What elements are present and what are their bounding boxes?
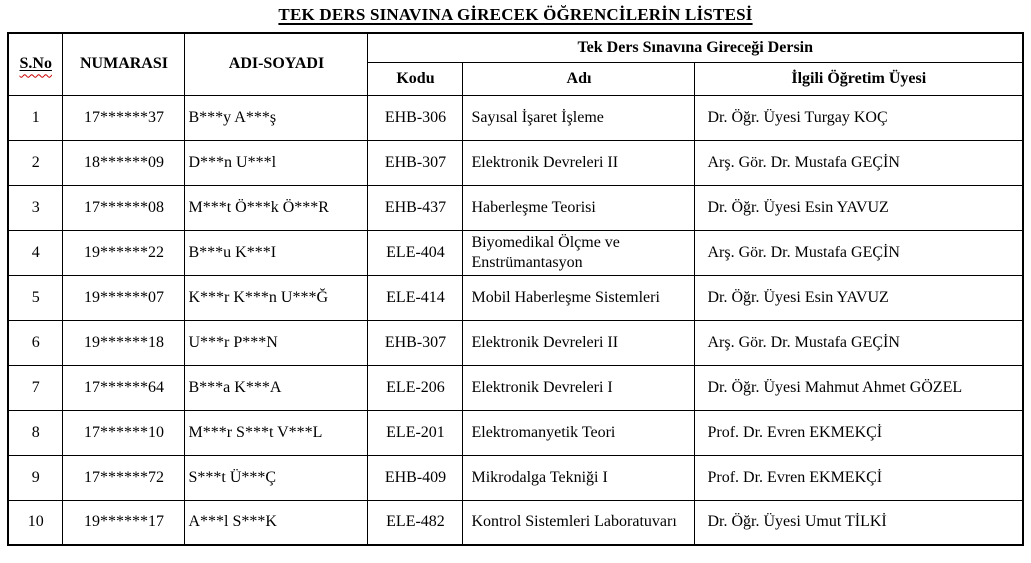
- cell-adi-soyadi: M***t Ö***k Ö***R: [185, 185, 368, 230]
- column-header-course-group: Tek Ders Sınavına Gireceği Dersin: [368, 33, 1023, 62]
- cell-sira-no: 5: [8, 275, 63, 320]
- student-exam-table: [7, 32, 1024, 546]
- cell-ders-kodu: EHB-307: [368, 320, 463, 365]
- cell-adi-soyadi: A***l S***K: [185, 500, 368, 545]
- cell-ders-adi: Haberleşme Teorisi: [463, 185, 695, 230]
- cell-numarasi: 17******72: [63, 455, 185, 500]
- cell-sira-no: 8: [8, 410, 63, 455]
- cell-sira-no: 1: [8, 95, 63, 140]
- cell-adi-soyadi: K***r K***n U***Ğ: [185, 275, 368, 320]
- table-row: [8, 275, 1023, 320]
- cell-ders-adi: Kontrol Sistemleri Laboratuvarı: [463, 500, 695, 545]
- cell-numarasi: 17******10: [63, 410, 185, 455]
- column-header-sno-label: S.No: [19, 55, 52, 73]
- cell-sira-no: 9: [8, 455, 63, 500]
- cell-ders-kodu: ELE-404: [368, 230, 463, 275]
- page-title: [0, 5, 1031, 25]
- cell-ders-kodu: EHB-307: [368, 140, 463, 185]
- table-row: [8, 320, 1023, 365]
- table-header: [8, 33, 1023, 95]
- table-row: [8, 500, 1023, 545]
- student-table-body: [8, 95, 1023, 545]
- cell-numarasi: 18******09: [63, 140, 185, 185]
- cell-ders-adi: Sayısal İşaret İşleme: [463, 95, 695, 140]
- cell-adi-soyadi: U***r P***N: [185, 320, 368, 365]
- cell-ogretim-uyesi: Dr. Öğr. Üyesi Turgay KOÇ: [695, 95, 1023, 140]
- cell-ders-kodu: ELE-414: [368, 275, 463, 320]
- table-row: [8, 140, 1023, 185]
- cell-ogretim-uyesi: Prof. Dr. Evren EKMEKÇİ: [695, 410, 1023, 455]
- cell-ders-kodu: EHB-409: [368, 455, 463, 500]
- table-row: [8, 185, 1023, 230]
- cell-ogretim-uyesi: Dr. Öğr. Üyesi Mahmut Ahmet GÖZEL: [695, 365, 1023, 410]
- cell-adi-soyadi: D***n U***l: [185, 140, 368, 185]
- cell-ogretim-uyesi: Dr. Öğr. Üyesi Esin YAVUZ: [695, 275, 1023, 320]
- cell-ders-adi: Biyomedikal Ölçme ve Enstrümantasyon: [463, 230, 695, 275]
- spellcheck-wavy-underline: [20, 55, 52, 72]
- cell-ders-kodu: EHB-437: [368, 185, 463, 230]
- page-title-text: TEK DERS SINAVINA GİRECEK ÖĞRENCİLERİN LİSTESİ: [278, 5, 753, 24]
- table-row: [8, 95, 1023, 140]
- column-header-kodu: Kodu: [368, 62, 463, 95]
- cell-ders-adi: Elektronik Devreleri II: [463, 140, 695, 185]
- cell-ders-adi: Mikrodalga Tekniği I: [463, 455, 695, 500]
- column-header-adi: Adı: [463, 62, 695, 95]
- cell-ogretim-uyesi: Arş. Gör. Dr. Mustafa GEÇİN: [695, 320, 1023, 365]
- cell-ders-adi: Elektromanyetik Teori: [463, 410, 695, 455]
- cell-sira-no: 10: [8, 500, 63, 545]
- cell-ders-kodu: ELE-482: [368, 500, 463, 545]
- table-row: [8, 365, 1023, 410]
- cell-ogretim-uyesi: Arş. Gör. Dr. Mustafa GEÇİN: [695, 140, 1023, 185]
- column-header-ogretim-uyesi: İlgili Öğretim Üyesi: [695, 62, 1023, 95]
- cell-numarasi: 19******22: [63, 230, 185, 275]
- cell-numarasi: 17******64: [63, 365, 185, 410]
- cell-ogretim-uyesi: Arş. Gör. Dr. Mustafa GEÇİN: [695, 230, 1023, 275]
- cell-ders-adi: Mobil Haberleşme Sistemleri: [463, 275, 695, 320]
- cell-sira-no: 6: [8, 320, 63, 365]
- cell-sira-no: 4: [8, 230, 63, 275]
- cell-numarasi: 19******17: [63, 500, 185, 545]
- table-row: [8, 230, 1023, 275]
- cell-adi-soyadi: B***u K***I: [185, 230, 368, 275]
- cell-ders-kodu: ELE-201: [368, 410, 463, 455]
- cell-adi-soyadi: B***y A***ş: [185, 95, 368, 140]
- cell-sira-no: 3: [8, 185, 63, 230]
- cell-ders-kodu: EHB-306: [368, 95, 463, 140]
- cell-adi-soyadi: S***t Ü***Ç: [185, 455, 368, 500]
- cell-adi-soyadi: M***r S***t V***L: [185, 410, 368, 455]
- column-header-adi-soyadi: ADI-SOYADI: [185, 33, 368, 95]
- cell-ogretim-uyesi: Dr. Öğr. Üyesi Umut TİLKİ: [695, 500, 1023, 545]
- cell-ders-adi: Elektronik Devreleri II: [463, 320, 695, 365]
- column-header-numarasi: NUMARASI: [63, 33, 185, 95]
- cell-numarasi: 17******37: [63, 95, 185, 140]
- cell-adi-soyadi: B***a K***A: [185, 365, 368, 410]
- cell-ogretim-uyesi: Dr. Öğr. Üyesi Esin YAVUZ: [695, 185, 1023, 230]
- cell-numarasi: 19******07: [63, 275, 185, 320]
- table-row: [8, 455, 1023, 500]
- cell-sira-no: 7: [8, 365, 63, 410]
- table-row: [8, 410, 1023, 455]
- cell-ders-kodu: ELE-206: [368, 365, 463, 410]
- column-header-sno: [8, 33, 63, 95]
- cell-numarasi: 19******18: [63, 320, 185, 365]
- cell-numarasi: 17******08: [63, 185, 185, 230]
- cell-ogretim-uyesi: Prof. Dr. Evren EKMEKÇİ: [695, 455, 1023, 500]
- cell-ders-adi: Elektronik Devreleri I: [463, 365, 695, 410]
- cell-sira-no: 2: [8, 140, 63, 185]
